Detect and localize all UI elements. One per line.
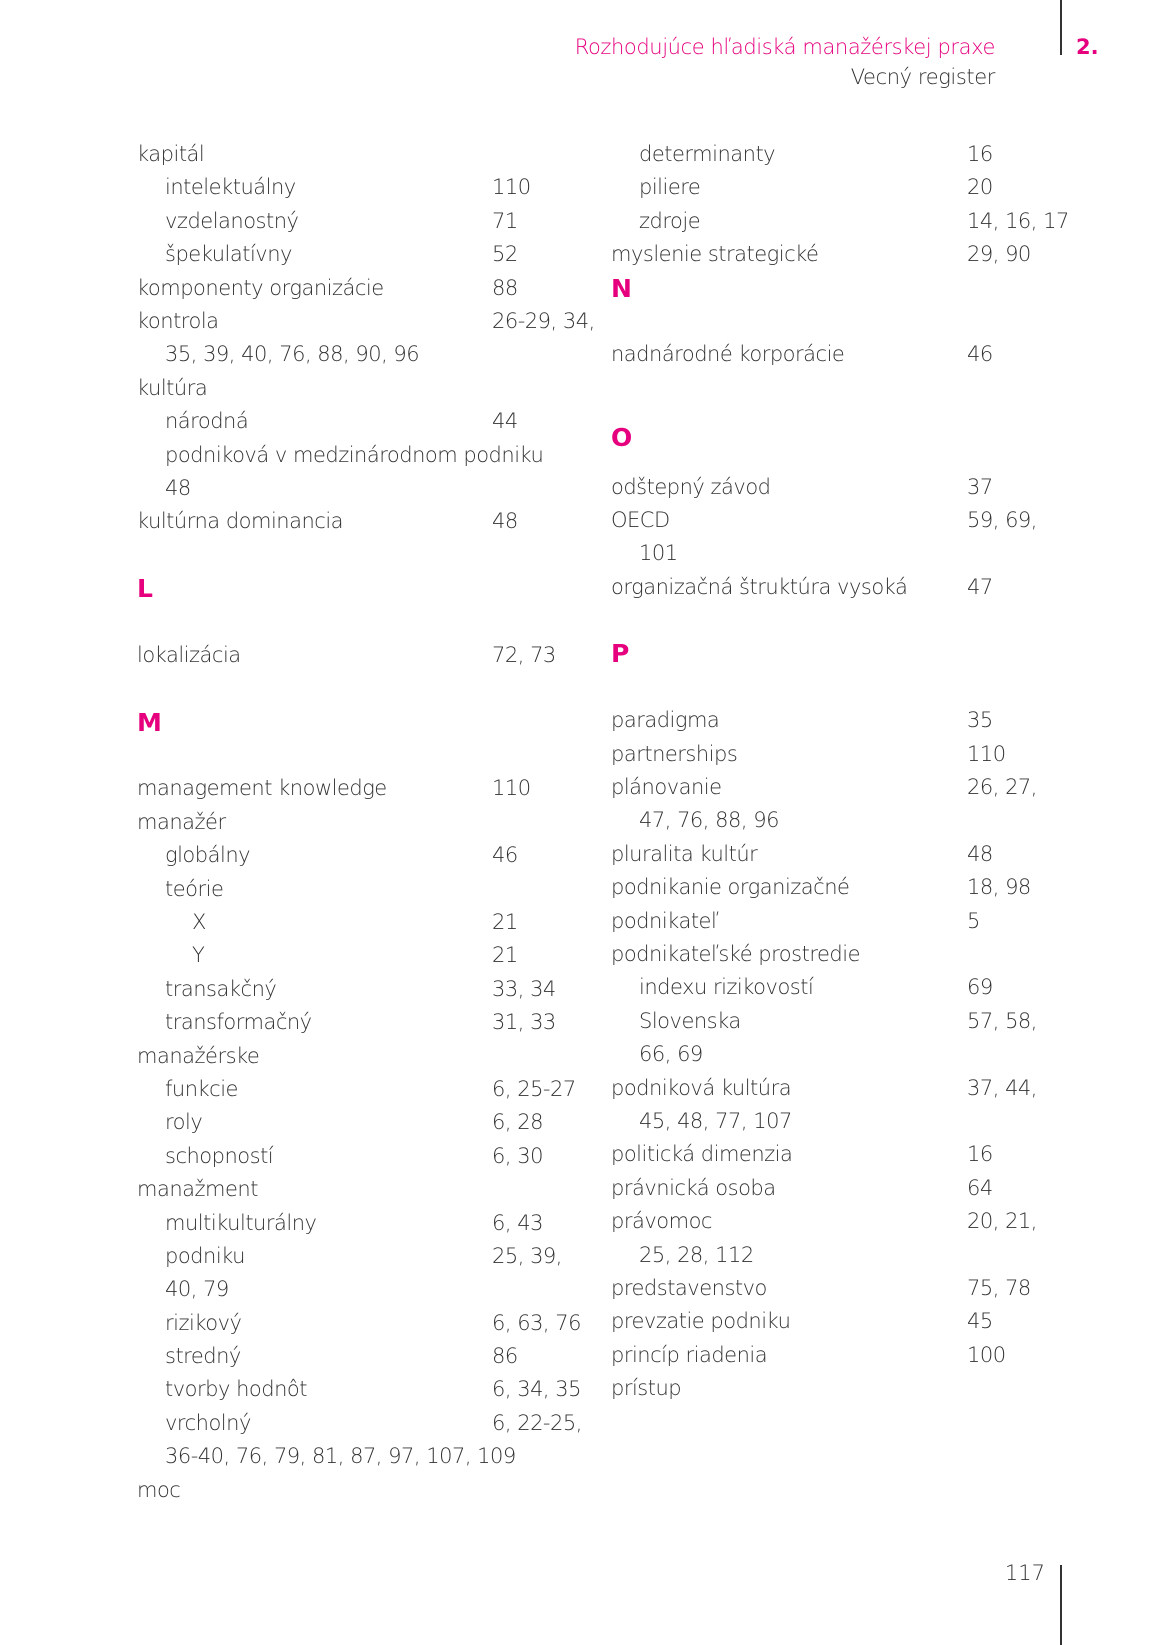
index-page-refs: 71 [492,208,518,233]
index-term: Slovenska [639,1008,741,1033]
index-page-refs: 46 [492,843,518,868]
index-entry [611,971,1061,1004]
index-entry [137,205,597,238]
index-entry [137,171,597,204]
index-entry [611,338,1061,371]
index-term: špekulatívny [165,242,292,267]
index-term: kultúra [137,375,208,400]
index-entry [611,1205,1061,1238]
footer-divider-line [1060,1565,1062,1645]
index-term: schopností [165,1143,274,1168]
index-entry [137,1407,597,1440]
index-entry [137,439,597,472]
index-page-refs: 59, 69, [967,507,1037,532]
index-entry [137,1006,597,1039]
index-term: vzdelanostný [165,208,299,233]
index-entry-continuation [137,338,597,371]
index-page-refs: 21 [492,909,518,934]
spacer [611,604,1061,637]
index-term: manažérske [137,1043,260,1068]
index-page-refs: 47 [967,574,993,599]
index-term: 40, 79 [165,1277,229,1302]
index-page-refs: 35 [967,708,993,733]
index-term: transformačný [165,1010,312,1035]
index-term: právnická osoba [611,1175,776,1200]
spacer [137,672,597,705]
index-page-refs: 48 [492,509,518,534]
index-entry [611,1339,1061,1372]
index-page-refs: 44 [492,409,518,434]
index-page-refs: 31, 33 [492,1010,556,1035]
index-entry [611,1372,1061,1405]
index-entry [137,839,597,872]
index-entry-continuation [611,804,1061,837]
index-entry [137,505,597,538]
index-page-refs: 37 [967,474,993,499]
index-entry [611,771,1061,804]
index-entry-continuation [137,1273,597,1306]
index-entry [611,571,1061,604]
index-term: kultúrna dominancia [137,509,344,534]
spacer [611,455,1061,471]
index-page-refs: 45 [967,1309,993,1334]
index-term: OECD [611,507,670,532]
index-term: Y [192,943,205,968]
index-page-refs: 16 [967,142,993,166]
index-page-refs: 37, 44, [967,1075,1037,1100]
index-entry [137,305,597,338]
index-entry [137,1373,597,1406]
index-letter-heading: L [137,574,153,604]
index-page-refs: 52 [492,242,518,267]
index-term: vrcholný [165,1410,251,1435]
index-entry-continuation [611,1105,1061,1138]
index-entry-continuation [611,537,1061,570]
index-page-refs: 14, 16, 17 [967,208,1069,233]
index-page-refs: 69 [967,975,993,1000]
index-entry [611,1272,1061,1305]
index-page-refs: 26, 27, [967,775,1037,800]
index-entry [137,1140,597,1173]
index-page-refs: 48 [967,841,993,866]
index-page-refs: 16 [967,1142,993,1167]
index-entry [137,372,597,405]
index-entry [611,238,1061,271]
index-term: transakčný [165,976,277,1001]
index-entry [611,1305,1061,1338]
index-page-refs: 110 [492,776,531,801]
index-entry [137,1474,597,1507]
index-page-refs: 57, 58, [967,1008,1037,1033]
running-header-subtitle: Vecný register [850,65,995,89]
index-term: 66, 69 [639,1042,703,1067]
spacer [611,305,1061,338]
index-term: 45, 48, 77, 107 [639,1108,792,1133]
index-term: paradigma [611,708,720,733]
index-entry [611,171,1061,204]
index-term: kapitál [137,142,205,166]
index-term: predstavenstvo [611,1275,767,1300]
index-letter-heading: P [611,639,630,669]
index-entry [137,405,597,438]
index-term: 25, 28, 112 [639,1242,754,1267]
index-page-refs: 6, 43 [492,1210,543,1235]
index-entry [137,138,597,171]
index-term: podniku [165,1243,245,1268]
index-letter-heading: N [611,273,632,303]
index-page-refs: 6, 34, 35 [492,1377,582,1402]
index-term: 48 [165,475,191,500]
index-page-refs: 18, 98 [967,875,1031,900]
index-entry [611,838,1061,871]
index-page-refs: 46 [967,342,993,367]
index-term: podnikateľ [611,908,719,933]
index-entry [137,906,597,939]
index-entry [611,704,1061,737]
index-term: manažment [137,1177,258,1202]
index-page-refs: 100 [967,1342,1006,1367]
index-term: kontrola [137,308,219,333]
chapter-number: 2. [1076,35,1099,59]
index-page-refs: 6, 28 [492,1110,543,1135]
index-page-refs: 29, 90 [967,242,1031,267]
index-term: management knowledge [137,776,387,801]
index-entry [137,772,597,805]
index-term: 101 [639,541,678,566]
spacer [137,539,597,572]
index-term: princíp riadenia [611,1342,768,1367]
index-entry [137,1240,597,1273]
index-term: právomoc [611,1209,712,1234]
spacer [611,372,1061,405]
index-page-refs: 6, 25-27 [492,1076,576,1101]
index-entry [611,938,1061,971]
index-term: piliere [639,175,701,200]
index-letter-heading: O [611,423,633,453]
index-term: funkcie [165,1076,238,1101]
index-term: 36-40, 76, 79, 81, 87, 97, 107, 109 [165,1444,516,1469]
index-term: teórie [165,876,224,901]
index-term: zdroje [639,208,701,233]
index-page-refs: 26-29, 34, [492,308,595,333]
index-term: politická dimenzia [611,1142,793,1167]
index-entry [611,205,1069,238]
index-entry [137,639,597,672]
index-term: podnikanie organizačné [611,875,850,900]
index-page-refs: 110 [492,175,531,200]
index-entry [611,471,1061,504]
index-term: X [192,909,206,934]
index-term: multikulturálny [165,1210,317,1235]
index-entry [137,1307,597,1340]
index-entry [611,138,1061,171]
index-entry [137,1173,597,1206]
index-page-refs: 5 [967,908,980,933]
index-page-refs: 20, 21, [967,1209,1037,1234]
index-page-refs: 25, 39, [492,1243,562,1268]
index-page-refs: 88 [492,275,518,300]
index-entry-continuation [137,472,597,505]
spacer [611,671,1061,704]
spacer [611,405,1061,421]
index-term: stredný [165,1344,241,1369]
index-term: podniková kultúra [611,1075,792,1100]
index-term: národná [165,409,249,434]
index-page-refs: 21 [492,943,518,968]
index-page-refs: 6, 22-25, [492,1410,582,1435]
index-term: plánovanie [611,775,722,800]
index-term: indexu rizikovostí [639,975,814,1000]
index-entry [137,939,597,972]
header-divider-line [1060,0,1062,55]
index-entry [611,1072,1061,1105]
index-term: organizačná štruktúra vysoká [611,574,908,599]
index-term: 35, 39, 40, 76, 88, 90, 96 [165,342,420,367]
index-entry [611,1172,1061,1205]
index-term: determinanty [639,142,776,166]
index-term: 47, 76, 88, 96 [639,808,779,833]
index-entry [611,1005,1061,1038]
index-letter-heading: M [137,707,162,737]
spacer [137,739,597,772]
index-term: komponenty organizácie [137,275,384,300]
index-entry [137,238,597,271]
index-page-refs: 6, 30 [492,1143,543,1168]
index-term: podnikateľské prostredie [611,941,860,966]
index-entry-continuation [137,1440,597,1473]
index-term: podniková v medzinárodnom podniku [165,442,544,467]
index-entry [137,272,597,305]
index-page-refs: 86 [492,1344,518,1369]
index-term: intelektuálny [165,175,296,200]
running-header-title: Rozhodujúce hľadiská manažérskej praxe [574,35,995,59]
index-column-left [137,138,597,1507]
index-term: partnerships [611,741,738,766]
index-entry [137,873,597,906]
index-page-refs: 110 [967,741,1006,766]
index-column-right [611,138,1069,1405]
index-entry [137,973,597,1006]
index-entry [611,504,1061,537]
index-term: nadnárodné korporácie [611,342,845,367]
index-term: myslenie strategické [611,242,819,267]
index-term: moc [137,1477,181,1502]
index-entry [137,1340,597,1373]
index-term: prístup [611,1376,682,1401]
index-term: rizikový [165,1310,242,1335]
index-term: prevzatie podniku [611,1309,791,1334]
page-number: 117 [1004,1561,1045,1585]
index-entry [137,1106,597,1139]
index-entry [611,1138,1061,1171]
index-entry [137,1073,597,1106]
index-entry-continuation [611,1038,1061,1071]
index-entry-continuation [611,1239,1061,1272]
index-entry [137,1040,597,1073]
index-page-refs: 33, 34 [492,976,556,1001]
index-entry [137,1207,597,1240]
index-term: tvorby hodnôt [165,1377,307,1402]
index-term: lokalizácia [137,642,241,667]
index-page-refs: 20 [967,175,993,200]
index-term: odštepný závod [611,474,771,499]
index-entry [611,738,1061,771]
index-term: manažér [137,809,226,834]
index-entry [137,806,597,839]
spacer [137,605,597,638]
index-term: pluralita kultúr [611,841,758,866]
index-page-refs: 64 [967,1175,993,1200]
index-term: globálny [165,843,251,868]
index-page-refs: 75, 78 [967,1275,1031,1300]
index-term: roly [165,1110,203,1135]
index-entry [611,905,1061,938]
index-page-refs: 6, 63, 76 [492,1310,582,1335]
index-page-refs: 72, 73 [492,642,556,667]
index-entry [611,871,1061,904]
